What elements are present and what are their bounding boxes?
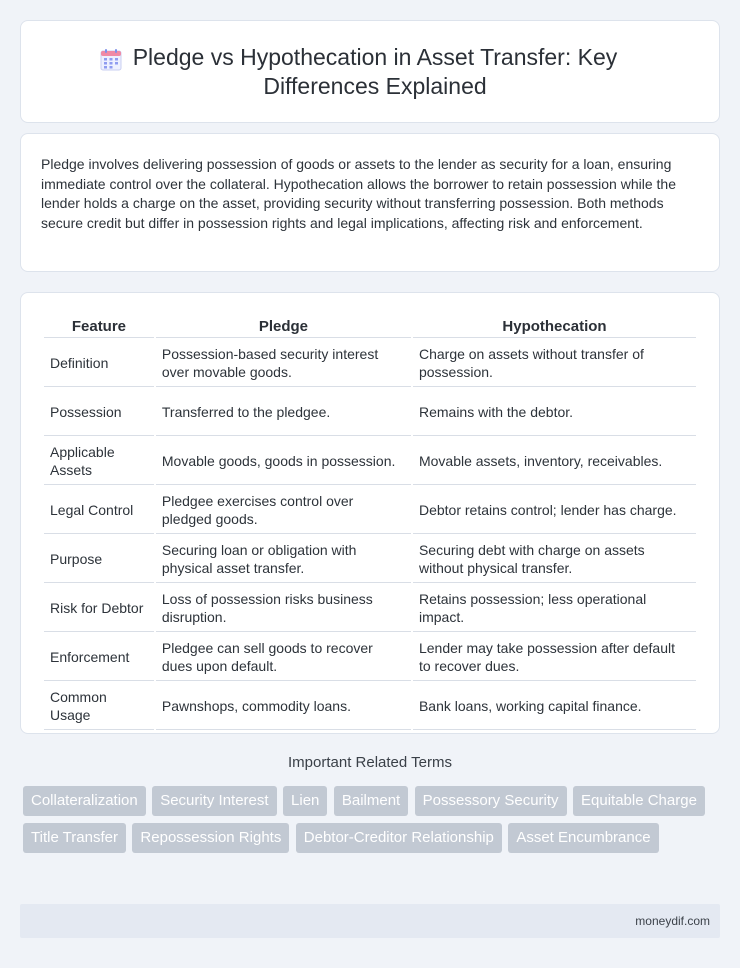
row-pledge: Securing loan or obligation with physical asset transfer. xyxy=(156,536,411,583)
row-pledge: Loss of possession risks business disruption. xyxy=(156,585,411,632)
comparison-table xyxy=(42,315,698,732)
comparison-card xyxy=(20,292,720,734)
table-row xyxy=(44,389,696,436)
table-row xyxy=(44,340,696,387)
row-hypothecation: Retains possession; less operational impact. xyxy=(413,585,696,632)
row-pledge: Transferred to the pledgee. xyxy=(156,389,411,436)
row-feature: Possession xyxy=(44,389,154,436)
row-feature: Common Usage xyxy=(44,683,154,730)
header-feature: Feature xyxy=(44,317,154,338)
related-term-tag[interactable]: Asset Encumbrance xyxy=(508,823,658,853)
table-row xyxy=(44,536,696,583)
table-row xyxy=(44,634,696,681)
row-pledge: Possession-based security interest over movable goods. xyxy=(156,340,411,387)
related-term-tag[interactable]: Title Transfer xyxy=(23,823,126,853)
intro-card xyxy=(20,133,720,272)
footer-site-link[interactable]: moneydif.com xyxy=(635,914,710,928)
row-hypothecation: Debtor retains control; lender has charge. xyxy=(413,487,696,534)
intro-paragraph: Pledge involves delivering possession of goods or assets to the lender as security for a loan, ensuring immediate control over the collateral. Hypothecation allows the borrower to retain possession while the lender holds a charge on the asset, providing security without transferring possession. Both methods secure credit but differ in possession rights and legal implications, affecting risk and enforcement. xyxy=(41,156,676,231)
row-hypothecation: Lender may take possession after default to recover dues. xyxy=(413,634,696,681)
related-term-tag[interactable]: Repossession Rights xyxy=(132,823,289,853)
row-hypothecation: Movable assets, inventory, receivables. xyxy=(413,438,696,485)
header-hypothecation: Hypothecation xyxy=(413,317,696,338)
table-row xyxy=(44,683,696,730)
row-hypothecation: Charge on assets without transfer of possession. xyxy=(413,340,696,387)
row-pledge: Pledgee exercises control over pledged goods. xyxy=(156,487,411,534)
related-term-tag[interactable]: Collateralization xyxy=(23,786,146,816)
related-term-tag[interactable]: Bailment xyxy=(334,786,408,816)
related-terms-list xyxy=(23,786,723,860)
related-terms-title: Important Related Terms xyxy=(288,754,452,771)
row-pledge: Movable goods, goods in possession. xyxy=(156,438,411,485)
row-feature: Purpose xyxy=(44,536,154,583)
table-row xyxy=(44,585,696,632)
footer-bar xyxy=(20,904,720,938)
row-hypothecation: Securing debt with charge on assets without physical transfer. xyxy=(413,536,696,583)
row-hypothecation: Remains with the debtor. xyxy=(413,389,696,436)
row-feature: Applicable Assets xyxy=(44,438,154,485)
row-pledge: Pledgee can sell goods to recover dues upon default. xyxy=(156,634,411,681)
header-pledge: Pledge xyxy=(156,317,411,338)
row-feature: Enforcement xyxy=(44,634,154,681)
row-hypothecation: Bank loans, working capital finance. xyxy=(413,683,696,730)
table-row xyxy=(44,438,696,485)
related-term-tag[interactable]: Possessory Security xyxy=(415,786,567,816)
row-feature: Risk for Debtor xyxy=(44,585,154,632)
row-pledge: Pawnshops, commodity loans. xyxy=(156,683,411,730)
table-row xyxy=(44,487,696,534)
related-term-tag[interactable]: Lien xyxy=(283,786,327,816)
related-term-tag[interactable]: Security Interest xyxy=(152,786,276,816)
row-feature: Legal Control xyxy=(44,487,154,534)
page-title: Pledge vs Hypothecation in Asset Transfer: Key Differences Explained xyxy=(132,44,618,99)
related-term-tag[interactable]: Equitable Charge xyxy=(573,786,705,816)
row-feature: Definition xyxy=(44,340,154,387)
related-term-tag[interactable]: Debtor-Creditor Relationship xyxy=(296,823,502,853)
title-card xyxy=(20,20,720,123)
table-header-row xyxy=(44,317,696,338)
